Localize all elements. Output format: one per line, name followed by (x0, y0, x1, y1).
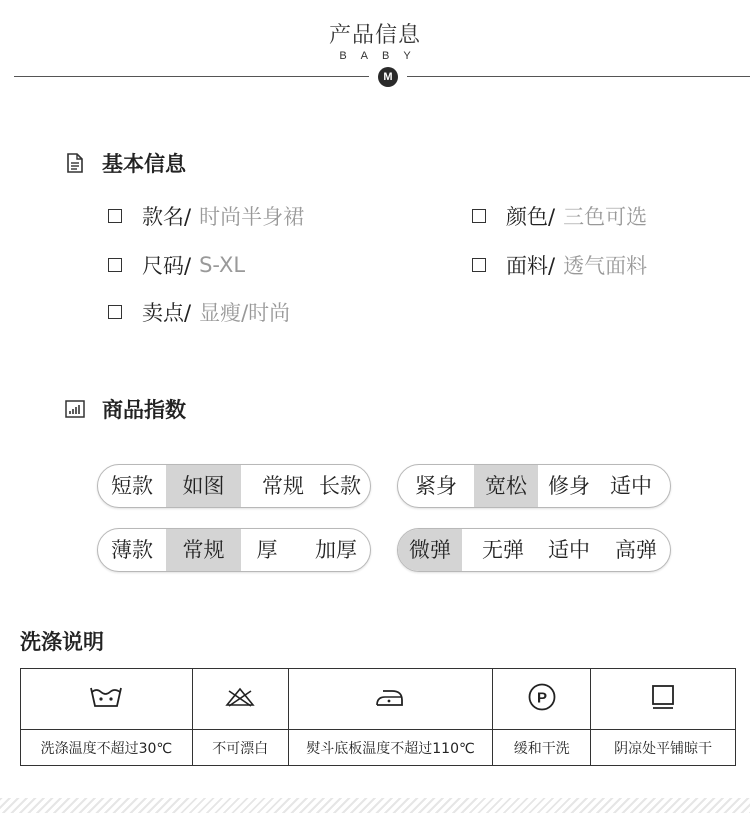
svg-text:P: P (536, 689, 547, 707)
wash-cell-icon (21, 669, 193, 730)
fit-option-moderate: 适中 (610, 474, 652, 498)
washing-heading: 洗涤说明 (20, 630, 104, 654)
checkbox-icon (472, 258, 486, 272)
wash-basin-30-icon (89, 684, 123, 710)
info-value: 透气面料 (563, 254, 648, 278)
stretch-option-moderate: 适中 (548, 538, 590, 562)
thickness-option-thin: 薄款 (111, 538, 153, 562)
checkbox-icon (108, 305, 122, 319)
info-item-size (108, 250, 245, 280)
info-item-color (472, 201, 647, 231)
dryclean-cell-icon (493, 669, 591, 730)
dry-cell-icon (591, 669, 736, 730)
info-item-fabric (472, 250, 647, 280)
info-item-selling-point (108, 297, 290, 327)
iron-cell-icon (288, 669, 493, 730)
length-option-regular: 常规 (262, 474, 304, 498)
fit-scale (397, 464, 671, 508)
dry-clean-p-icon (527, 682, 557, 712)
dry-flat-shade-icon (650, 684, 676, 710)
thickness-option-extra-thick: 加厚 (315, 538, 357, 562)
iron-icon (374, 686, 406, 708)
info-key: 卖点/ (142, 301, 192, 325)
dryclean-label: 缓和干洗 (493, 730, 591, 766)
stretch-option-high: 高弹 (615, 538, 657, 562)
info-value: 显瘦/时尚 (199, 301, 291, 325)
product-index-heading (64, 394, 186, 424)
bleach-label: 不可漂白 (192, 730, 288, 766)
basic-info-title: 基本信息 (102, 152, 186, 176)
page-subtitle: BABY (339, 50, 425, 62)
wash-label: 洗涤温度不超过30℃ (21, 730, 193, 766)
thickness-option-thick: 厚 (256, 538, 278, 562)
info-value: 三色可选 (563, 205, 648, 229)
checkbox-icon (108, 209, 122, 223)
fit-option-tight: 紧身 (415, 474, 457, 498)
iron-label: 熨斗底板温度不超过110℃ (288, 730, 493, 766)
dry-label: 阴凉处平铺晾干 (591, 730, 736, 766)
bar-chart-icon (64, 398, 86, 420)
no-bleach-icon (225, 686, 255, 708)
info-value: S-XL (199, 253, 246, 277)
thickness-scale (97, 528, 371, 572)
checkbox-icon (472, 209, 486, 223)
product-index-title: 商品指数 (102, 398, 186, 422)
info-item-name (108, 201, 304, 231)
length-option-as-shown: 如图 (166, 465, 241, 507)
page-title: 产品信息 (328, 23, 421, 48)
stretch-option-none: 无弹 (482, 538, 524, 562)
fit-option-slim: 修身 (548, 474, 590, 498)
length-option-short: 短款 (111, 474, 153, 498)
thickness-option-regular: 常规 (166, 529, 241, 571)
basic-info-heading (64, 148, 186, 178)
stretch-option-slight: 微弹 (398, 529, 462, 571)
header-badge: M (378, 67, 398, 87)
document-icon (64, 152, 86, 174)
header-divider-right (407, 76, 750, 77)
washing-table (20, 668, 736, 766)
info-key: 尺码/ (142, 254, 192, 278)
info-value: 时尚半身裙 (199, 205, 305, 229)
checkbox-icon (108, 258, 122, 272)
length-option-long: 长款 (319, 474, 361, 498)
bottom-divider-stripe (0, 798, 750, 813)
fit-option-loose: 宽松 (474, 465, 538, 507)
info-key: 颜色/ (506, 205, 556, 229)
stretch-scale (397, 528, 671, 572)
length-scale (97, 464, 371, 508)
bleach-cell-icon (192, 669, 288, 730)
info-key: 面料/ (506, 254, 556, 278)
info-key: 款名/ (142, 205, 192, 229)
header-divider-left (14, 76, 369, 77)
